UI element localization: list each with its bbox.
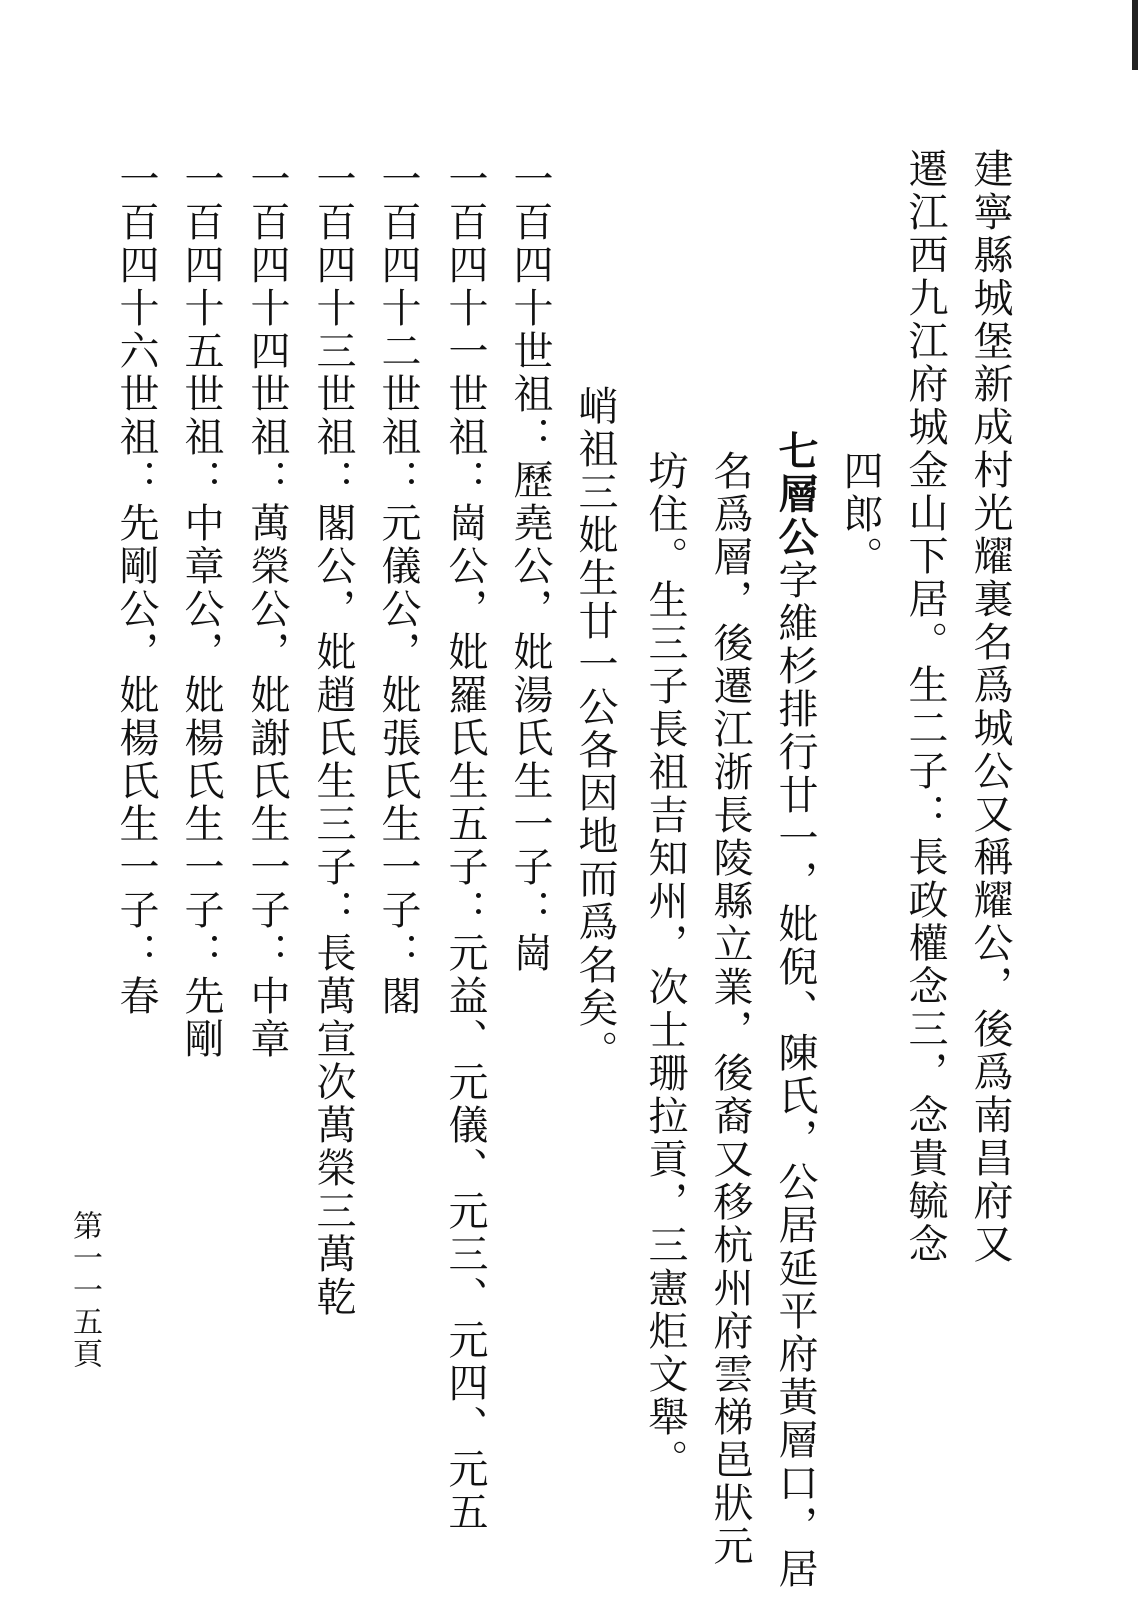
lineage-row: 一百四十三世祖：閣公，妣趙氏生三子：長萬宣次萬榮三萬乾: [310, 158, 356, 1319]
passage-column-6: 坊住。生三子長祖吉知州，次士珊拉貢，三憲炬文舉。: [642, 450, 688, 1482]
page-number: 第一一五頁: [67, 1210, 102, 1370]
passage-column-4: [772, 430, 819, 1591]
passage-column-4-text: 字維杉排行廿一，妣倪、陳氏，公居延平府黃層口，居: [772, 559, 818, 1591]
passage-column-1: 建寧縣城堡新成村光耀裏名爲城公又稱耀公，後爲南昌府又: [967, 148, 1013, 1266]
passage-column-5: 名爲層，後遷江浙長陵縣立業，後裔又移杭州府雲梯邑狀元: [707, 450, 753, 1568]
ancestor-name: 七層公: [772, 430, 819, 559]
lineage-row: 一百四十五世祖：中章公，妣楊氏生一子：先剛: [178, 158, 224, 1061]
passage-column-2: 遷江西九江府城金山下居。生二子：長政權念三，念貴毓念: [902, 148, 948, 1266]
lineage-row: 一百四十二世祖：元儀公，妣張氏生一子：閣: [375, 158, 421, 1018]
lineage-row: 一百四十一世祖：崗公，妣羅氏生五子：元益、元儀、元三、元四、元五: [442, 158, 488, 1534]
passage-column-7: 峭祖三妣生廿一公各因地而爲名矣。: [572, 385, 618, 1073]
lineage-row: 一百四十四世祖：萬榮公，妣謝氏生一子：中章: [244, 158, 290, 1061]
lineage-row: 一百四十世祖：歷堯公，妣湯氏生一子：崗: [507, 158, 553, 975]
scan-edge-mark: [1132, 0, 1138, 70]
passage-column-3: 四郎。: [837, 450, 883, 579]
lineage-row: 一百四十六世祖：先剛公，妣楊氏生一子：春: [113, 158, 159, 1018]
